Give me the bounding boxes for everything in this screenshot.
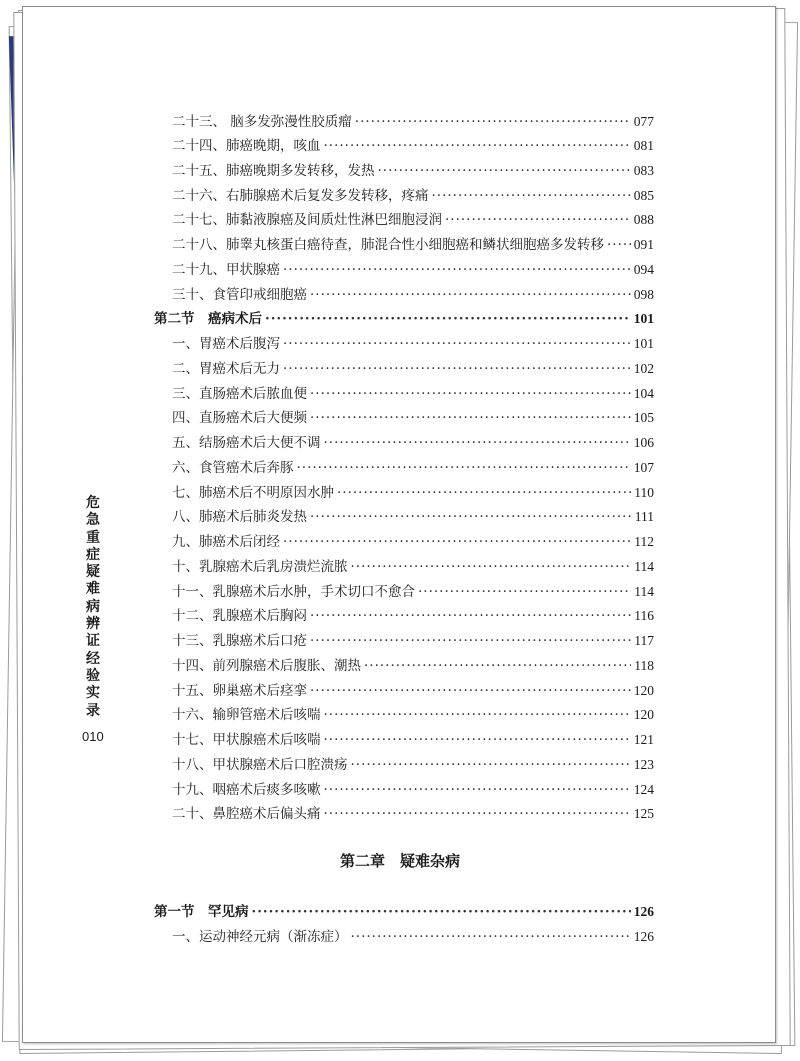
- toc-entry-page: 126: [633, 904, 654, 919]
- leader-dots: [324, 138, 631, 154]
- toc-entry[interactable]: [172, 629, 654, 649]
- leader-dots: [607, 237, 631, 253]
- toc-entry-title: 二十六、右肺腺癌术后复发多发转移，疼痛: [172, 188, 429, 204]
- leader-dots: [378, 163, 631, 179]
- toc-entry-title: 五、结肠癌术后大便不调: [172, 435, 321, 451]
- leader-dots: [310, 410, 631, 426]
- toc-entry-page: 105: [633, 410, 654, 425]
- toc-entry[interactable]: [172, 703, 654, 723]
- leader-dots: [324, 782, 631, 798]
- toc-entry-title: 二十三、 脑多发弥漫性胶质瘤: [172, 114, 352, 130]
- toc-entry-title: 十三、乳腺癌术后口疮: [172, 633, 307, 649]
- toc-entry[interactable]: [172, 406, 654, 426]
- toc-entry[interactable]: [172, 258, 654, 278]
- toc-entry-title: 十五、卵巢癌术后痉挛: [172, 683, 307, 699]
- toc-entry[interactable]: [172, 778, 654, 798]
- leader-dots: [283, 336, 631, 352]
- leader-dots: [324, 732, 631, 748]
- toc-section-heading[interactable]: [154, 307, 654, 327]
- toc-entry[interactable]: [172, 753, 654, 773]
- toc-entry-page: 123: [633, 757, 654, 772]
- leader-dots: [283, 262, 631, 278]
- toc-entry[interactable]: [172, 654, 654, 674]
- toc-entry-title: 四、直肠癌术后大便频: [172, 410, 307, 426]
- toc-entry-page: 121: [633, 732, 654, 747]
- leader-dots: [445, 212, 631, 228]
- toc-entry-title: 二十七、肺黏液腺癌及间质灶性淋巴细胞浸润: [172, 212, 442, 228]
- leader-dots: [324, 806, 631, 822]
- toc-entry-title: 十、乳腺癌术后乳房溃烂流脓: [172, 559, 348, 575]
- toc-entry-page: 112: [634, 534, 654, 549]
- toc-entry-title: 十七、甲状腺癌术后咳喘: [172, 732, 321, 748]
- leader-dots: [310, 608, 631, 624]
- toc-entry-title: 一、运动神经元病（渐冻症）: [172, 929, 348, 945]
- toc-entry[interactable]: [172, 728, 654, 748]
- toc-entry-title: 二十九、甲状腺癌: [172, 262, 280, 278]
- toc-entry-page: 118: [634, 658, 654, 673]
- leader-dots: [355, 114, 631, 130]
- toc-entry-title: 十八、甲状腺癌术后口腔溃疡: [172, 757, 348, 773]
- running-title: 危急重症疑难病辨证经验实录: [86, 495, 100, 719]
- leader-dots: [310, 683, 631, 699]
- toc-entry[interactable]: [172, 357, 654, 377]
- toc-entry[interactable]: [172, 233, 654, 253]
- toc-entry-page: 116: [634, 608, 654, 623]
- leader-dots: [432, 188, 631, 204]
- toc-entry-title: 三十、食管印戒细胞癌: [172, 287, 307, 303]
- toc-entry-page: 085: [633, 188, 654, 203]
- toc-entry-page: 126: [633, 929, 654, 944]
- leader-dots: [265, 311, 631, 327]
- toc-entry-title: 十六、输卵管癌术后咳喘: [172, 707, 321, 723]
- toc-entry-title: 一、胃癌术后腹泻: [172, 336, 280, 352]
- leader-dots: [364, 658, 631, 674]
- leader-dots: [351, 757, 631, 773]
- toc-entry[interactable]: [172, 382, 654, 402]
- toc-entry-page: 110: [634, 485, 654, 500]
- toc-entry[interactable]: [172, 208, 654, 228]
- toc-entry[interactable]: [172, 679, 654, 699]
- leader-dots: [324, 435, 631, 451]
- toc-entry-title: 十四、前列腺癌术后腹胀、潮热: [172, 658, 361, 674]
- toc-entry-title: 十二、乳腺癌术后胸闷: [172, 608, 307, 624]
- toc-entry-title: 十九、咽癌术后痰多咳嗽: [172, 782, 321, 798]
- toc-entry-page: 077: [633, 114, 654, 129]
- leader-dots: [252, 904, 631, 920]
- toc-entry-title: 八、肺癌术后肺炎发热: [172, 509, 307, 525]
- toc-entry-page: 125: [633, 806, 654, 821]
- toc-entry-title: 二、胃癌术后无力: [172, 361, 280, 377]
- leader-dots: [351, 929, 631, 945]
- toc-entry[interactable]: [172, 530, 654, 550]
- toc-entry-page: 094: [633, 262, 654, 277]
- toc-entry-title: 六、食管癌术后奔豚: [172, 460, 294, 476]
- toc-entry-page: 091: [633, 237, 654, 252]
- toc-entry-page: 111: [634, 509, 654, 524]
- toc-entry-page: 098: [633, 287, 654, 302]
- toc-entry-title: 十一、乳腺癌术后水肿，手术切口不愈合: [172, 584, 415, 600]
- toc-entry-title: 第二节 癌病术后: [154, 311, 262, 327]
- toc-entry[interactable]: [172, 505, 654, 525]
- toc-entry-page: 106: [633, 435, 654, 450]
- toc-entry[interactable]: [172, 134, 654, 154]
- toc-entry-page: 124: [633, 782, 654, 797]
- toc-entry[interactable]: [172, 802, 654, 822]
- leader-dots: [310, 386, 631, 402]
- leader-dots: [283, 534, 631, 550]
- toc-entry-title: 二十四、肺癌晚期，咳血: [172, 138, 321, 154]
- toc-entry-page: 088: [633, 212, 654, 227]
- toc-entry[interactable]: [172, 555, 654, 575]
- toc-entry-title: 三、直肠癌术后脓血便: [172, 386, 307, 402]
- toc-entry-title: 二十五、肺癌晚期多发转移，发热: [172, 163, 375, 179]
- page-number: 010: [82, 729, 104, 744]
- toc-entry-page: 120: [633, 707, 654, 722]
- chapter-heading: 第二章 疑难杂病: [340, 852, 461, 870]
- leader-dots: [351, 559, 632, 575]
- toc-entry[interactable]: [172, 159, 654, 179]
- toc-entry[interactable]: [172, 110, 654, 130]
- leader-dots: [418, 584, 631, 600]
- toc-entry[interactable]: [172, 431, 654, 451]
- toc-entry[interactable]: [172, 184, 654, 204]
- toc-entry-page: 107: [633, 460, 654, 475]
- toc-entry[interactable]: [172, 456, 654, 476]
- leader-dots: [337, 485, 631, 501]
- leader-dots: [310, 287, 631, 303]
- toc-entry[interactable]: [172, 604, 654, 624]
- toc-entry-page: 114: [634, 559, 654, 574]
- leader-dots: [283, 361, 631, 377]
- toc-entry[interactable]: [172, 481, 654, 501]
- toc-entry-page: 101: [633, 336, 654, 351]
- toc-entry-page: 104: [633, 386, 654, 401]
- leader-dots: [324, 707, 631, 723]
- leader-dots: [297, 460, 631, 476]
- toc-entry-title: 二十、鼻腔癌术后偏头痛: [172, 806, 321, 822]
- toc-entry-page: 117: [634, 633, 654, 648]
- toc-entry-title: 第一节 罕见病: [154, 904, 249, 920]
- toc-entry-page: 114: [634, 584, 654, 599]
- toc-entry-page: 120: [633, 683, 654, 698]
- toc-section-heading[interactable]: [154, 900, 654, 920]
- toc-entry-title: 九、肺癌术后闭经: [172, 534, 280, 550]
- toc-entry[interactable]: [172, 580, 654, 600]
- leader-dots: [310, 509, 632, 525]
- toc-entry-title: 七、肺癌术后不明原因水肿: [172, 485, 334, 501]
- toc-entry-page: 083: [633, 163, 654, 178]
- toc-entry-page: 081: [633, 138, 654, 153]
- toc-entry[interactable]: [172, 332, 654, 352]
- toc-entry-page: 102: [633, 361, 654, 376]
- toc-entry-title: 二十八、肺睾丸核蛋白癌待查，肺混合性小细胞癌和鳞状细胞癌多发转移: [172, 237, 604, 253]
- leader-dots: [310, 633, 631, 649]
- toc-entry-page: 101: [633, 311, 654, 326]
- toc-entry[interactable]: [172, 925, 654, 945]
- toc-entry[interactable]: [172, 283, 654, 303]
